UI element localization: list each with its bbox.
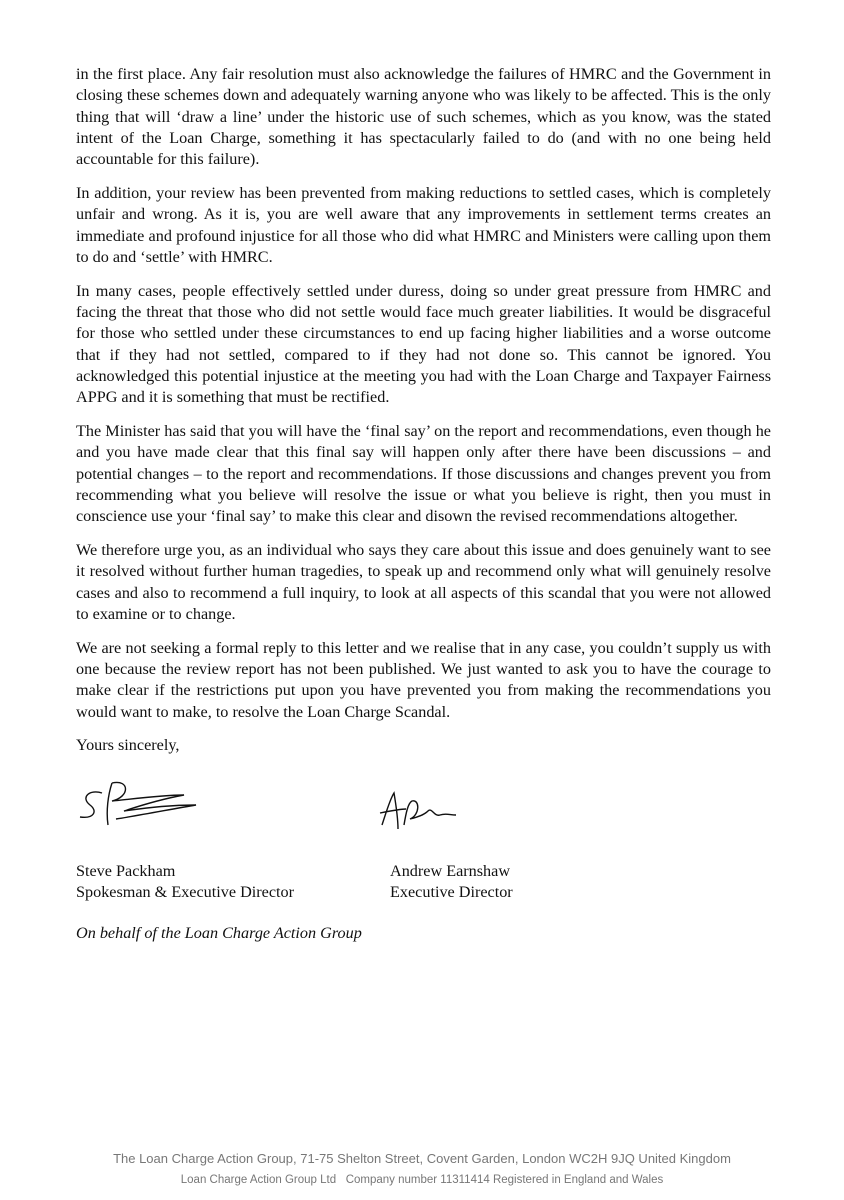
letter-body [76, 64, 771, 944]
paragraph: We are not seeking a formal reply to this letter and we realise that in any case, you couldn’t supply us with one because the review report has not been published. We just wanted to ask you to have the courage to make clear if the restrictions put upon you have prevented you from making the recommendations you would want to make, to resolve the Loan Charge Scandal. [76, 638, 771, 721]
closing: Yours sincerely, [76, 736, 180, 755]
paragraph: in the first place. Any fair resolution must also acknowledge the failures of HMRC and the Government in closing these schemes down and adequately warning anyone who was likely to be affected. This is the only thing that will ‘draw a line’ under the historic use of such schemes, which as you know, was the stated intent of the Loan Charge, something it has spectacularly failed to do (and with no one being held accountable for this failure). [76, 65, 771, 169]
paragraph: The Minister has said that you will have the ‘final say’ on the report and recommendations, even though he and you have made clear that this final say will happen only after there have been discussions – and potential changes – to the report and recommendations. If those discussions and changes prevent you from recommending what you believe will resolve the issue or what you believe is right, then you must in conscience use your ‘final say’ to make this clear and disown the revised recommendations altogether. [76, 421, 771, 526]
signatory-name: Steve Packham [76, 861, 176, 880]
signatory-name: Andrew Earnshaw [390, 861, 511, 880]
footer-company: Loan Charge Action Group Ltd Company number 11311414 Registered in England and Wales [180, 1174, 664, 1186]
on-behalf-line: On behalf of the Loan Charge Action Group [76, 923, 362, 942]
signatory-1 [76, 861, 294, 904]
signatory-title: Executive Director [390, 882, 513, 901]
paragraph: In addition, your review has been prevented from making reductions to settled cases, which is completely unfair and wrong. As it is, you are well aware that any improvements in settlement terms creates an immediate and profound injustice for all those who did what HMRC and Ministers were calling upon them to do and ‘settle’ with HMRC. [76, 183, 771, 266]
signature-steve-packham [72, 775, 202, 835]
paragraph: We therefore urge you, as an individual who says they care about this issue and does genuinely want to see it resolved without further human tragedies, to speak up and recommend only what will genuinely resolve cases and also to recommend a full inquiry, to look at all aspects of this scandal that you were not allowed to examine or to change. [76, 540, 771, 623]
footer-address: The Loan Charge Action Group, 71-75 Shelton Street, Covent Garden, London WC2H 9JQ United Kingdom [113, 1151, 731, 1166]
signature-andrew-earnshaw [376, 785, 466, 835]
signatures [76, 771, 771, 861]
signatory-2 [390, 861, 513, 904]
paragraph: In many cases, people effectively settled under duress, doing so under great pressure from HMRC and facing the threat that those who did not settle would face much greater liabilities. It would be disgraceful for those who settled under these circumstances to end up facing higher liabilities and a worse outcome that if they had not settled, compared to if they had not done so. This cannot be ignored. You acknowledged this potential injustice at the meeting you had with the Loan Charge and Taxpayer Fairness APPG and it is something that must be rectified. [76, 281, 771, 407]
signatory-title: Spokesman & Executive Director [76, 882, 295, 901]
signatory-names [76, 861, 771, 907]
